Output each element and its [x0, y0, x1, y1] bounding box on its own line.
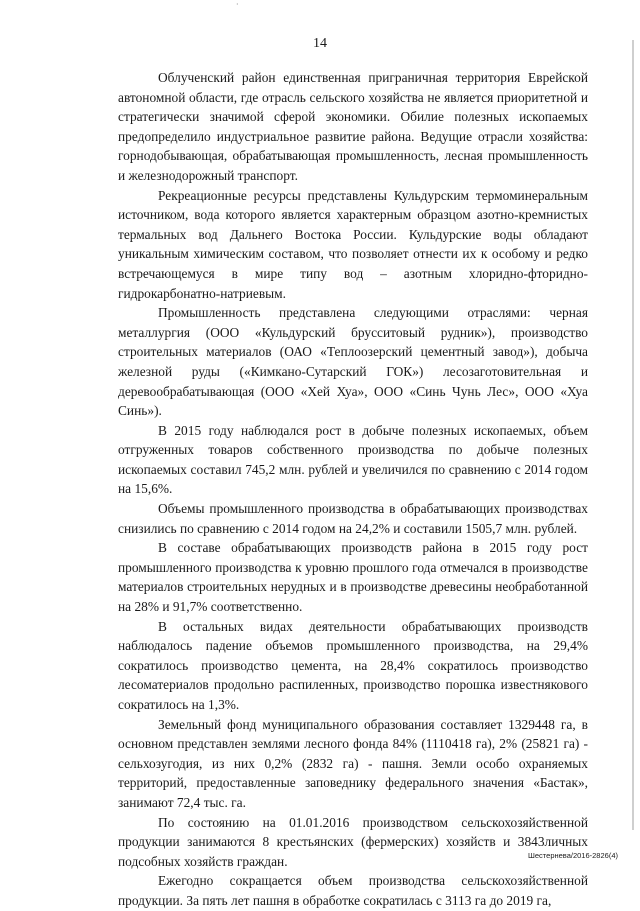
paragraph: Рекреационные ресурсы представлены Кульдурским термоминеральным источником, вода которого является характерным образцом азотно-кремнистых термальных вод Дальнего Востока России. Кульдурские воды обладают уникальным химическим составом, что позволяет отнести их к особому и редко встречающемуся в мире типу вод – азотным хлоридно-фторидно-гидрокарбонатно-натриевым. — [118, 187, 588, 301]
paragraph: Объемы промышленного производства в обрабатывающих производствах снизились по сравнению с 2014 годом на 24,2% и составили 1505,7 млн. рублей. — [118, 501, 588, 536]
paragraph: По состоянию на 01.01.2016 производством сельскохозяйственной продукции занимаются 8 крестьянских (фермерских) хозяйств и 3843личных подсобных хозяйств граждан. — [118, 814, 588, 869]
document-reference-code: Шестернева/2016-2826(4) — [528, 851, 618, 860]
scan-edge-line — [632, 40, 634, 830]
paragraph: Земельный фонд муниципального образования составляет 1329448 га, в основном представлен землями лесного фонда 84% (1110418 га), 2% (25821 га) - сельхозугодия, из них 0,2% (2832 га) - пашня. Земли особо охраняемых территорий, предоставленные заповеднику федерального значения «Бастак», занимают 72,4 тыс. га. — [118, 716, 588, 810]
scan-artifact-mark: · — [236, 0, 239, 9]
paragraph: В составе обрабатывающих производств района в 2015 году рост промышленного производства к уровню прошлого года отмечался в производстве материалов строительных нерудных и в производстве древесины необработанной на 28% и 91,7% соответственно. — [118, 540, 588, 615]
page-number: 14 — [313, 36, 327, 51]
paragraph: Промышленность представлена следующими отраслями: черная металлургия (ООО «Кульдурский брусситовый рудник»), производство строительных материалов (ОАО «Теплоозерский цементный завод»), добыча железной руды («Кимкано-Сутарский ГОК») лесозаготовительная и деревообрабатывающая (ООО «Хей Хуа», ООО «Синь Чунь Лес», ООО «Хуа Синь»). — [118, 305, 588, 419]
paragraph: Облученский район единственная приграничная территория Еврейской автономной области, где отрасль сельского хозяйства не является приоритетной и стратегически значимой сферой экономики. Обилие полезных ископаемых предопределило индустриальное развитие района. Ведущие отрасли хозяйства: горнодобывающая, обрабатывающая промышленность, лесная промышленность и железнодорожный транспорт. — [118, 70, 588, 183]
paragraph: В остальных видах деятельности обрабатывающих производств наблюдалось падение объемов промышленного производства, на 29,4% сократилось производство цемента, на 28,4% сократилось производство лесоматериалов продольно распиленных, производство порошка известнякового сократилось на 1,3%. — [118, 618, 588, 712]
document-body — [118, 68, 588, 911]
paragraph: Ежегодно сокращается объем производства сельскохозяйственной продукции. За пять лет пашня в обработке сократилась с 3113 га до 2019 га, — [118, 873, 588, 908]
paragraph: В 2015 году наблюдался рост в добыче полезных ископаемых, объем отгруженных товаров собственного производства по добыче полезных ископаемых составил 745,2 млн. рублей и увеличился по сравнению с 2014 годом на 15,6%. — [118, 422, 588, 497]
